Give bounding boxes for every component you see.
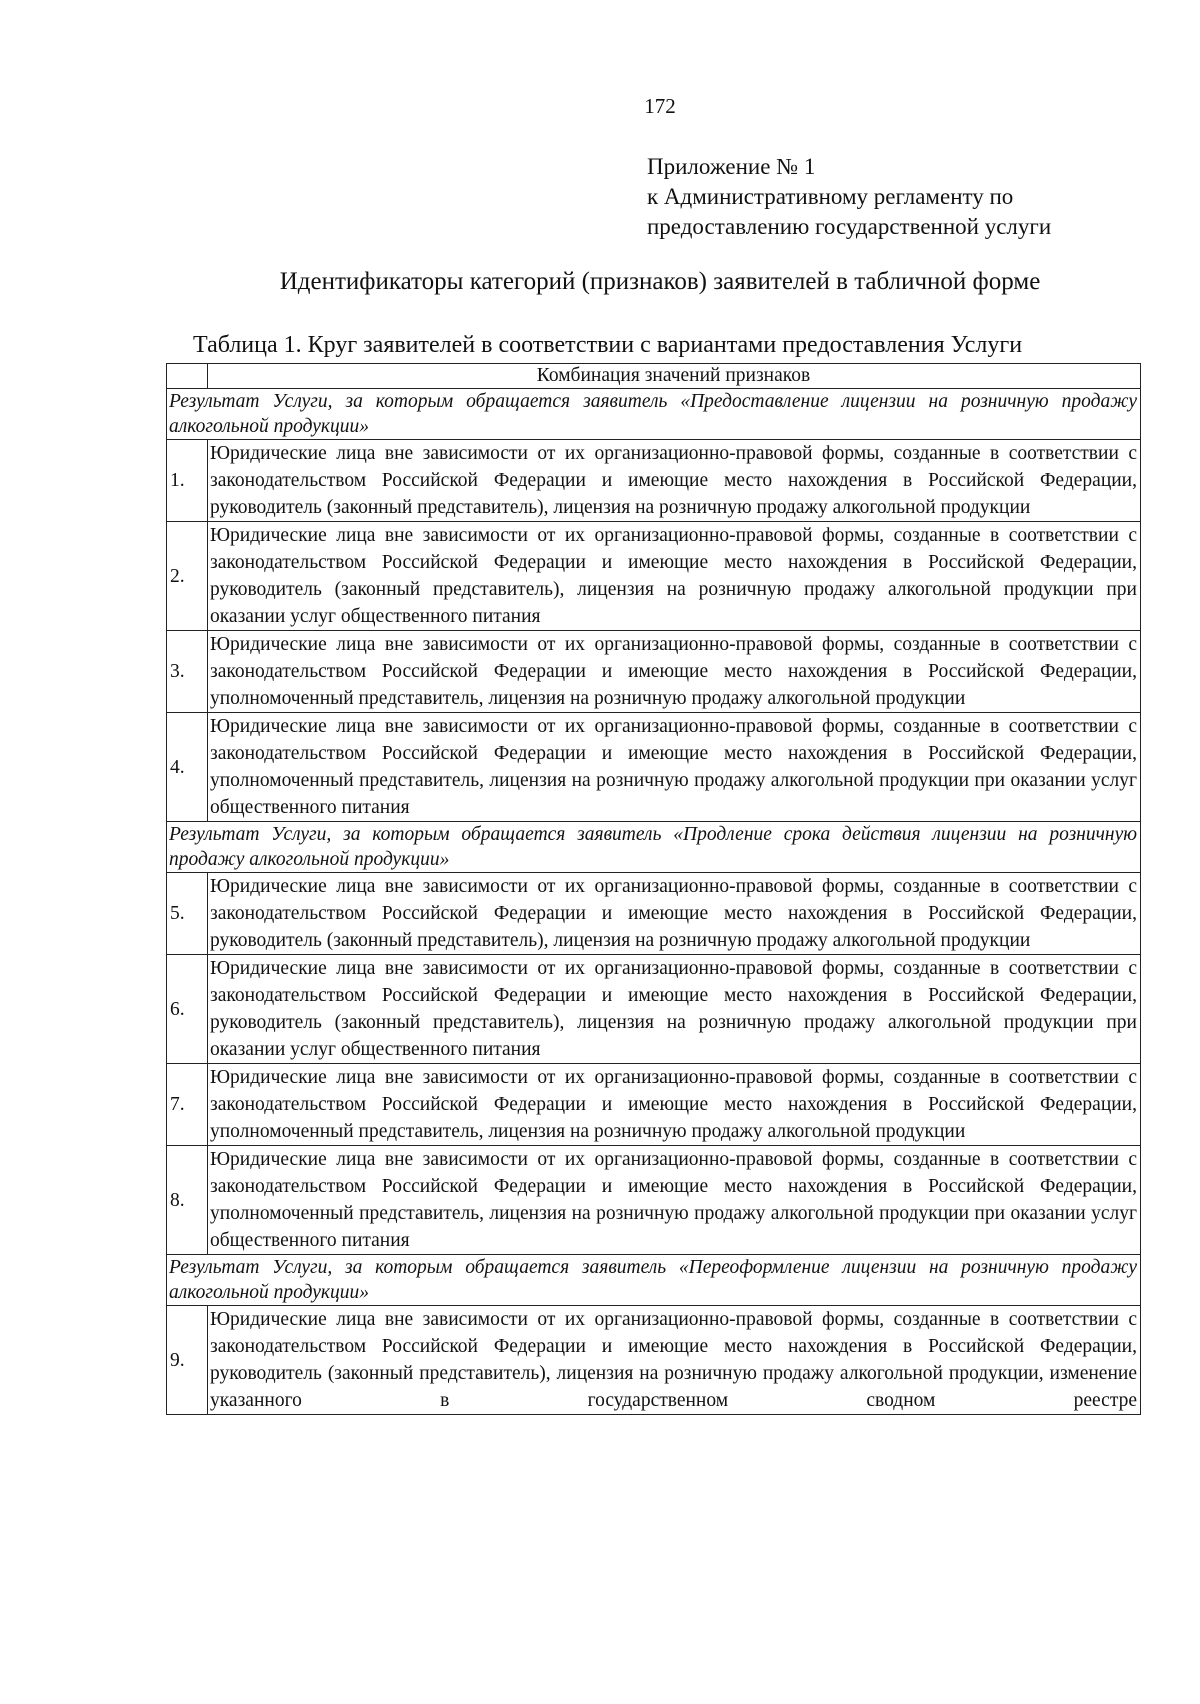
row-number: 3. — [167, 631, 208, 713]
row-number: 6. — [167, 955, 208, 1064]
row-description: Юридические лица вне зависимости от их организационно-правовой формы, созданные в соответствии с законодательством Российской Федерации и имеющие место нахождения в Российской Федерации, руководитель (законный представитель), лицензия на розничную продажу алкогольной продукции, изменение указанного в государственном сводном реестре — [208, 1306, 1141, 1415]
row-description: Юридические лица вне зависимости от их организационно-правовой формы, созданные в соответствии с законодательством Российской Федерации и имеющие место нахождения в Российской Федерации, уполномоченный представитель, лицензия на розничную продажу алкогольной продукции при оказании услуг общественного питания — [208, 1146, 1141, 1255]
applicants-table-wrapper — [166, 363, 1141, 1415]
row-number: 8. — [167, 1146, 208, 1255]
section-result-cell: Результат Услуги, за которым обращается заявитель «Переоформление лицензии на розничную продажу алкогольной продукции» — [167, 1255, 1141, 1306]
row-description: Юридические лица вне зависимости от их организационно-правовой формы, созданные в соответствии с законодательством Российской Федерации и имеющие место нахождения в Российской Федерации, уполномоченный представитель, лицензия на розничную продажу алкогольной продукции — [208, 631, 1141, 713]
table-row — [167, 955, 1141, 1064]
table-row — [167, 522, 1141, 631]
table-row — [167, 1146, 1141, 1255]
appendix-line-1: Приложение № 1 — [647, 154, 816, 179]
table-row — [167, 631, 1141, 713]
document-title: Идентификаторы категорий (признаков) заявителей в табличной форме — [279, 268, 1041, 295]
table-row — [167, 1064, 1141, 1146]
table-header-row — [167, 364, 1141, 389]
row-number: 5. — [167, 873, 208, 955]
row-number: 9. — [167, 1306, 208, 1415]
section-result-row — [167, 389, 1141, 440]
header-combination-cell: Комбинация значений признаков — [208, 364, 1141, 389]
section-result-cell: Результат Услуги, за которым обращается заявитель «Продление срока действия лицензии на розничную продажу алкогольной продукции» — [167, 822, 1141, 873]
table-caption: Таблица 1. Круг заявителей в соответствии с вариантами предоставления Услуги — [193, 332, 1023, 358]
row-description: Юридические лица вне зависимости от их организационно-правовой формы, созданные в соответствии с законодательством Российской Федерации и имеющие место нахождения в Российской Федерации, руководитель (законный представитель), лицензия на розничную продажу алкогольной продукции при оказании услуг общественного питания — [208, 522, 1141, 631]
section-result-row — [167, 1255, 1141, 1306]
appendix-line-2: к Административному регламенту по — [647, 184, 1014, 209]
row-number: 2. — [167, 522, 208, 631]
page-number: 172 — [644, 94, 676, 118]
table-row — [167, 873, 1141, 955]
applicants-table — [166, 363, 1141, 1415]
section-result-row — [167, 822, 1141, 873]
row-description: Юридические лица вне зависимости от их организационно-правовой формы, созданные в соответствии с законодательством Российской Федерации и имеющие место нахождения в Российской Федерации, руководитель (законный представитель), лицензия на розничную продажу алкогольной продукции — [208, 873, 1141, 955]
table-row — [167, 1306, 1141, 1415]
appendix-line-3: предоставлению государственной услуги — [647, 214, 1052, 239]
section-result-cell: Результат Услуги, за которым обращается заявитель «Предоставление лицензии на розничную продажу алкогольной продукции» — [167, 389, 1141, 440]
row-description: Юридические лица вне зависимости от их организационно-правовой формы, созданные в соответствии с законодательством Российской Федерации и имеющие место нахождения в Российской Федерации, уполномоченный представитель, лицензия на розничную продажу алкогольной продукции при оказании услуг общественного питания — [208, 713, 1141, 822]
row-description: Юридические лица вне зависимости от их организационно-правовой формы, созданные в соответствии с законодательством Российской Федерации и имеющие место нахождения в Российской Федерации, уполномоченный представитель, лицензия на розничную продажу алкогольной продукции — [208, 1064, 1141, 1146]
table-row — [167, 440, 1141, 522]
row-number: 7. — [167, 1064, 208, 1146]
header-number-cell — [167, 364, 208, 389]
appendix-block — [647, 152, 1051, 242]
table-row — [167, 713, 1141, 822]
row-number: 4. — [167, 713, 208, 822]
row-number: 1. — [167, 440, 208, 522]
row-description: Юридические лица вне зависимости от их организационно-правовой формы, созданные в соответствии с законодательством Российской Федерации и имеющие место нахождения в Российской Федерации, руководитель (законный представитель), лицензия на розничную продажу алкогольной продукции при оказании услуг общественного питания — [208, 955, 1141, 1064]
row-description: Юридические лица вне зависимости от их организационно-правовой формы, созданные в соответствии с законодательством Российской Федерации и имеющие место нахождения в Российской Федерации, руководитель (законный представитель), лицензия на розничную продажу алкогольной продукции — [208, 440, 1141, 522]
